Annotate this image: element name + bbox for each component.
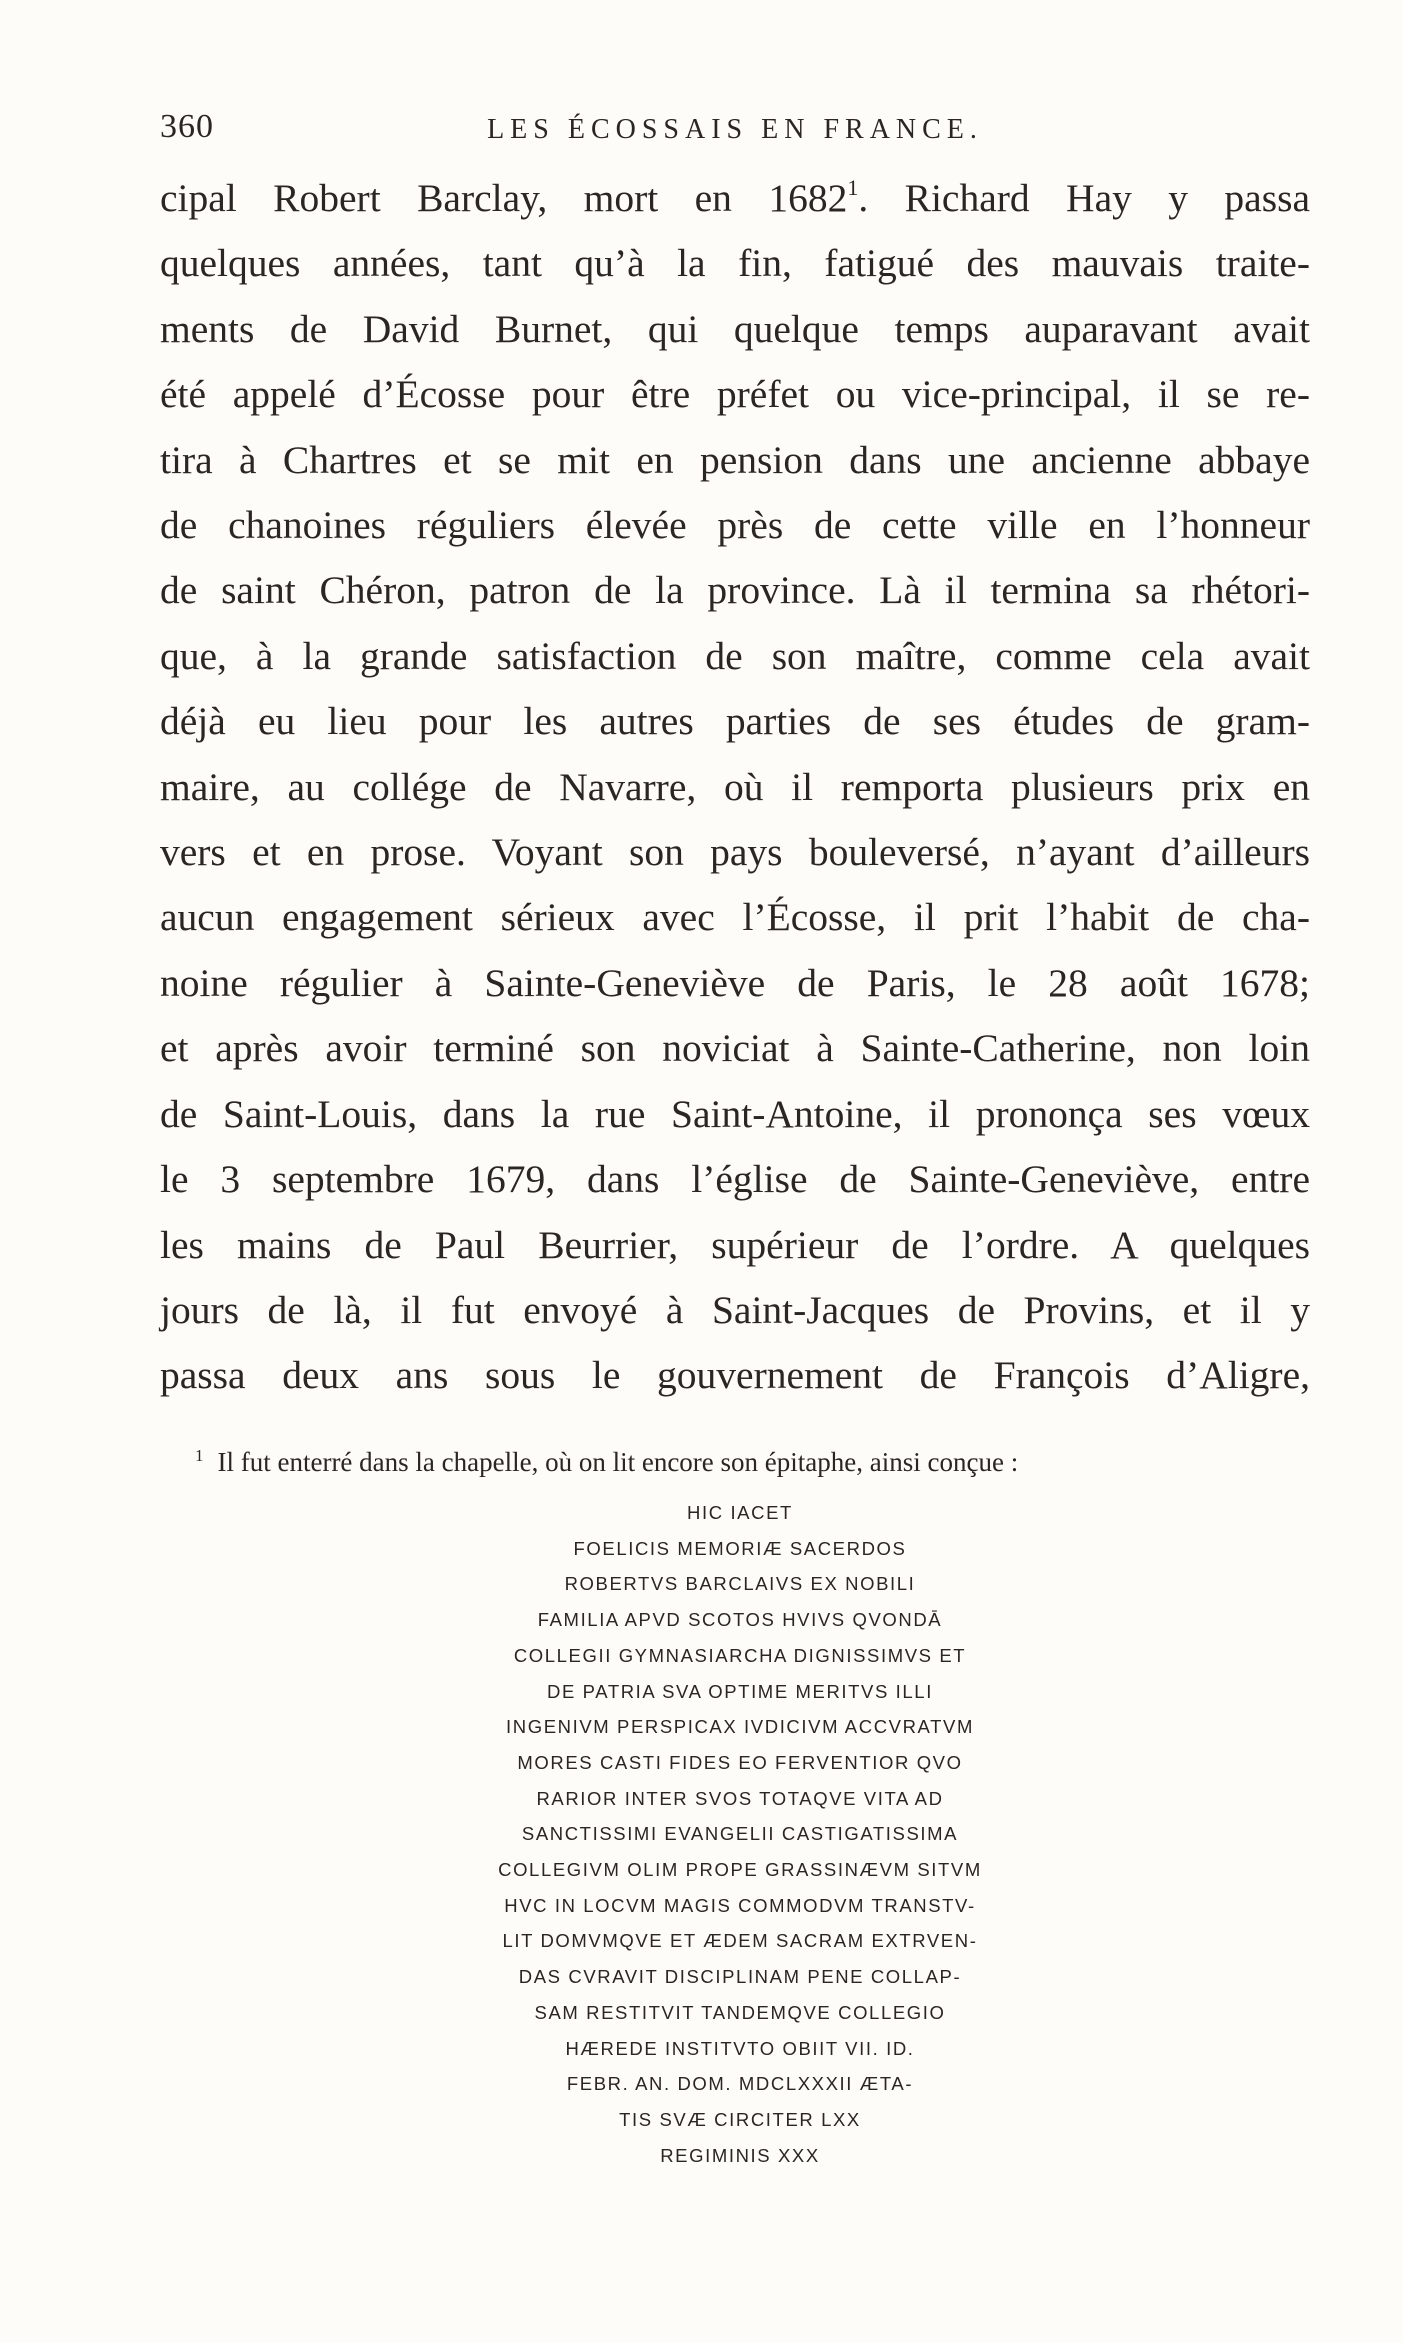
epitaph-line: REGIMINIS XXX — [660, 2144, 820, 2166]
epitaph-line: SANCTISSIMI EVANGELII CASTIGATISSIMA — [521, 1823, 959, 1845]
running-title: LES ÉCOSSAIS EN FRANCE. — [487, 114, 983, 145]
page-number: 360 — [160, 108, 214, 145]
body-line: tira à Chartres et se mit en pension dans une ancienne abbaye — [160, 437, 1310, 482]
epitaph-line: COLLEGIVM OLIM PROPE GRASSINÆVM SITVM — [498, 1859, 982, 1881]
footnote-marker: 1 — [195, 1446, 204, 1465]
body-line: le 3 septembre 1679, dans l’église de Sainte-Geneviève, entre — [160, 1157, 1310, 1202]
body-text — [160, 166, 1310, 1409]
body-line: aucun engagement sérieux avec l’Écosse, il prit l’habit de cha- — [160, 895, 1310, 940]
epitaph-line: SAM RESTITVIT TANDEMQVE COLLEGIO — [534, 2001, 946, 2023]
epitaph-line: MORES CASTI FIDES EO FERVENTIOR QVO — [517, 1751, 963, 1773]
footnote-reference[interactable]: 1 — [847, 175, 859, 200]
footnote — [195, 1438, 1305, 1480]
epitaph-line: DE PATRIA SVA OPTIME MERITVS ILLI — [547, 1680, 933, 1702]
body-line: que, à la grande satisfaction de son maître, comme cela avait — [160, 633, 1310, 678]
body-line: de chanoines réguliers élevée près de cette ville en l’honneur — [160, 503, 1310, 548]
body-line: les mains de Paul Beurrier, supérieur de l’ordre. A quelques — [160, 1222, 1310, 1267]
epitaph-line: RARIOR INTER SVOS TOTAQVE VITA AD — [536, 1787, 944, 1809]
epitaph-line: COLLEGII GYMNASIARCHA DIGNISSIMVS ET — [513, 1644, 967, 1666]
body-line-1 — [160, 166, 1310, 231]
page-header — [160, 108, 1310, 158]
body-line-1-start: cipal Robert Barclay, mort en 1682 — [160, 176, 848, 220]
body-line-1-continuation: . Richard Hay y passa — [858, 176, 1310, 220]
footnote-text: Il fut enterré dans la chapelle, où on lit encore son épitaphe, ainsi conçue : — [217, 1447, 1019, 1477]
body-line: ments de David Burnet, qui quelque temps auparavant avait — [160, 306, 1310, 351]
epitaph-line: FAMILIA APVD SCOTOS HVIVS QVONDĀ — [537, 1609, 943, 1631]
epitaph-line: DAS CVRAVIT DISCIPLINAM PENE COLLAP- — [518, 1966, 962, 1988]
body-line: maire, au collége de Navarre, où il remporta plusieurs prix en — [160, 764, 1310, 809]
epitaph-line: ROBERTVS BARCLAIVS EX NOBILI — [564, 1573, 916, 1595]
body-line: jours de là, il fut envoyé à Saint-Jacques de Provins, et il y — [160, 1287, 1310, 1332]
epitaph-line: FEBR. AN. DOM. MDCLXXXII ÆTA- — [566, 2073, 914, 2095]
epitaph-line: HIC IACET — [687, 1502, 793, 1523]
body-line: de Saint-Louis, dans la rue Saint-Antoine, il prononça ses vœux — [160, 1091, 1310, 1136]
body-line: déjà eu lieu pour les autres parties de ses études de gram- — [160, 699, 1310, 744]
body-line: vers et en prose. Voyant son pays bouleversé, n’ayant d’ailleurs — [160, 830, 1310, 875]
epitaph-line: HÆREDE INSTITVTO OBIIT VII. ID. — [565, 2037, 915, 2059]
body-line: quelques années, tant qu’à la fin, fatigué des mauvais traite- — [160, 241, 1310, 286]
epitaph-line: FOELICIS MEMORIÆ SACERDOS — [573, 1537, 907, 1559]
epitaph-line: LIT DOMVMQVE ET ÆDEM SACRAM EXTRVEN- — [502, 1930, 978, 1952]
epitaph-line: INGENIVM PERSPICAX IVDICIVM ACCVRATVM — [506, 1716, 974, 1738]
body-line: de saint Chéron, patron de la province. Là il termina sa rhétori- — [160, 568, 1310, 613]
body-line: passa deux ans sous le gouvernement de François d’Aligre, — [160, 1353, 1310, 1398]
body-line: et après avoir terminé son noviciat à Sainte-Catherine, non loin — [160, 1026, 1310, 1071]
epitaph-inscription — [430, 1495, 1050, 2173]
epitaph-line: HVC IN LOCVM MAGIS COMMODVM TRANSTV- — [504, 1894, 976, 1916]
body-line: été appelé d’Écosse pour être préfet ou vice-principal, il se re- — [160, 372, 1310, 417]
body-line: noine régulier à Sainte-Geneviève de Paris, le 28 août 1678; — [160, 960, 1310, 1005]
epitaph-line: TIS SVÆ CIRCITER LXX — [619, 2108, 861, 2130]
